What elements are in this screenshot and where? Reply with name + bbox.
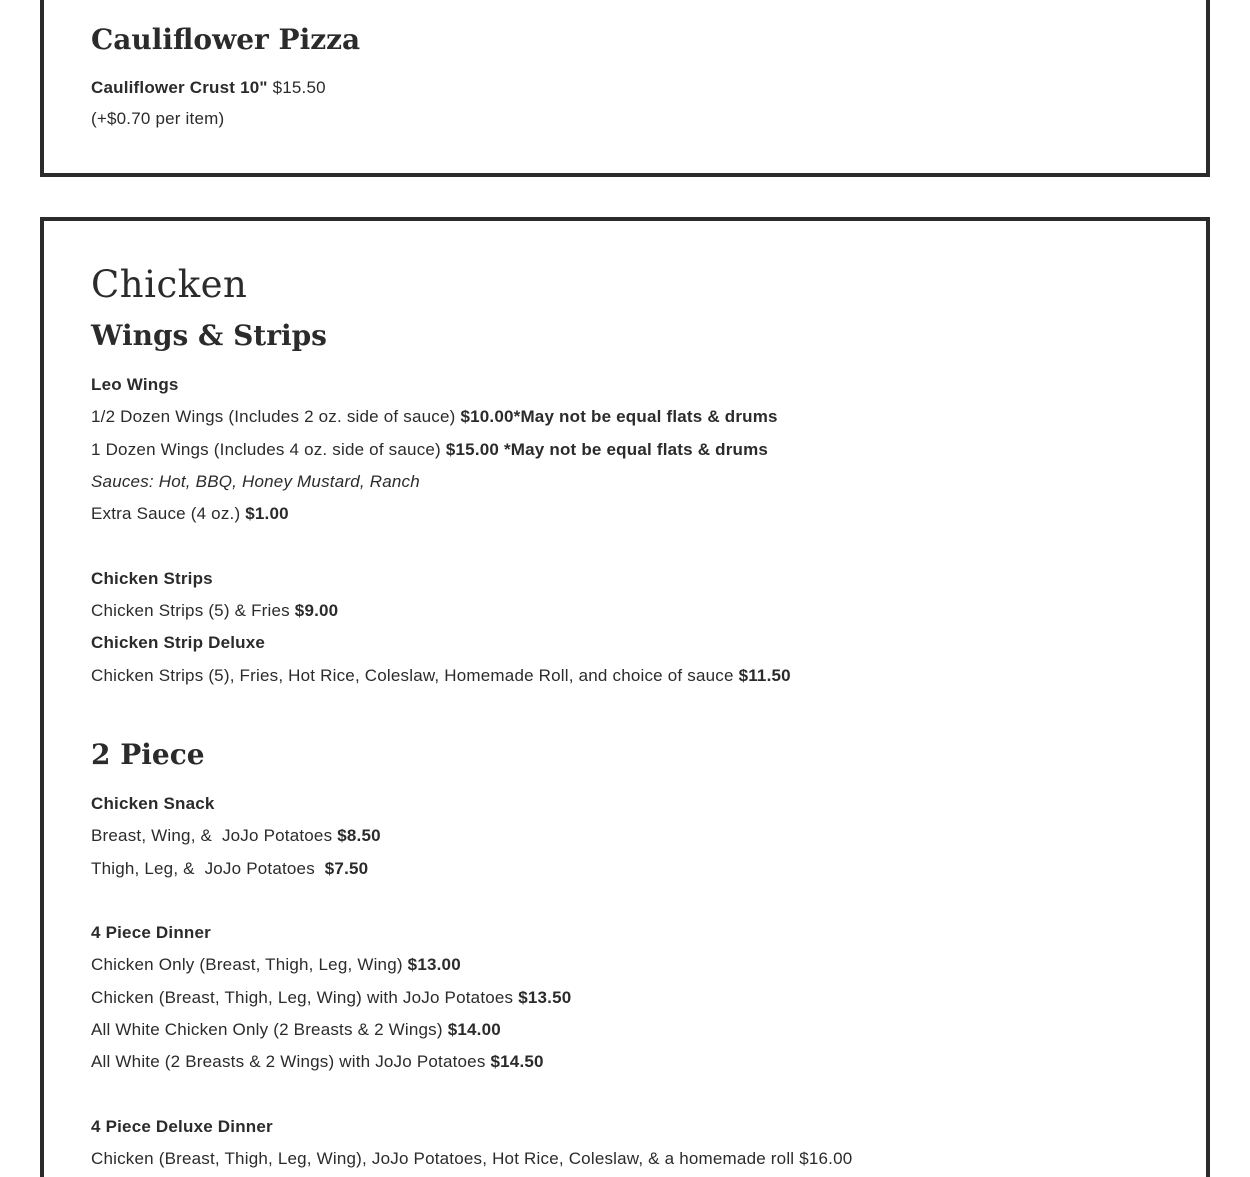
item-description: Breast, Wing, & JoJo Potatoes (91, 826, 333, 846)
cauliflower-crust-line (91, 72, 1159, 104)
cauliflower-per-item: (+$0.70 per item) (91, 109, 225, 129)
item-price: $14.50 (490, 1052, 544, 1072)
item-price: $7.50 (324, 858, 369, 878)
spacer (91, 1079, 1159, 1111)
item-price: $14.00 (447, 1020, 501, 1040)
menu-item-snack-thigh-leg (91, 853, 1159, 885)
item-description: Extra Sauce (4 oz.) (91, 504, 241, 524)
item-description: All White Chicken Only (2 Breasts & 2 Wings) (91, 1020, 443, 1040)
chicken-snack-heading (91, 788, 1159, 820)
two-piece-title: 2 Piece (91, 738, 205, 771)
item-description: Chicken (Breast, Thigh, Leg, Wing), JoJo Potatoes, Hot Rice, Coleslaw, & a homemade roll (91, 1149, 795, 1169)
menu-item-dinner-all-white (91, 1014, 1159, 1046)
chicken-strip-deluxe-label: Chicken Strip Deluxe (91, 633, 266, 653)
item-price: $11.50 (738, 665, 791, 685)
item-description: 1 Dozen Wings (Includes 4 oz. side of sauce) (91, 439, 441, 459)
menu-item-snack-breast-wing (91, 820, 1159, 852)
cauliflower-pizza-card (40, 0, 1210, 177)
item-price: $8.50 (337, 826, 381, 846)
cauliflower-crust-name: Cauliflower Crust 10" (91, 78, 268, 97)
item-description: Chicken Only (Breast, Thigh, Leg, Wing) (91, 955, 403, 975)
cauliflower-pizza-title: Cauliflower Pizza (91, 23, 361, 56)
item-description: Chicken Strips (5), Fries, Hot Rice, Coleslaw, Homemade Roll, and choice of sauce (91, 665, 734, 685)
item-description: 1/2 Dozen Wings (Includes 2 oz. side of sauce) (91, 407, 456, 427)
leo-wings-heading (91, 369, 1159, 401)
menu-item-deluxe-dinner (91, 1143, 1159, 1175)
two-piece-list (91, 788, 1159, 1176)
chicken-card (40, 217, 1210, 1177)
item-price: $9.00 (294, 601, 339, 621)
item-price: $16.00 (799, 1149, 853, 1169)
cauliflower-crust-price: $15.50 (272, 78, 326, 97)
menu-item-dinner-with-jojos (91, 982, 1159, 1014)
spacer (91, 885, 1159, 917)
chicken-section-title: Chicken (91, 263, 248, 306)
menu-item-dozen-wings (91, 434, 1159, 466)
menu-item-chicken-strip-deluxe (91, 660, 1159, 692)
item-price: $1.00 (245, 504, 289, 524)
leo-wings-label: Leo Wings (91, 375, 179, 394)
item-description: All White (2 Breasts & 2 Wings) with JoJo Potatoes (91, 1052, 486, 1072)
item-price: $10.00*May not be equal flats & drums (460, 407, 778, 427)
four-piece-deluxe-dinner-heading (91, 1111, 1159, 1143)
item-description: Thigh, Leg, & JoJo Potatoes (91, 858, 320, 878)
item-price: $15.00 *May not be equal flats & drums (445, 439, 769, 459)
wings-strips-title: Wings & Strips (91, 319, 327, 352)
item-description: Chicken Strips (5) & Fries (91, 601, 290, 621)
menu-item-dinner-all-white-jojos (91, 1046, 1159, 1078)
item-price: $13.00 (407, 955, 461, 975)
item-price: $13.50 (518, 987, 572, 1007)
menu-item-dinner-chicken-only (91, 949, 1159, 981)
sauces-text: Sauces: Hot, BBQ, Honey Mustard, Ranch (91, 471, 420, 491)
wings-strips-list (91, 369, 1159, 692)
four-piece-dinner-label: 4 Piece Dinner (91, 923, 211, 943)
menu-item-half-dozen-wings (91, 401, 1159, 433)
spacer (91, 530, 1159, 562)
chicken-strips-heading (91, 563, 1159, 595)
item-description: Chicken (Breast, Thigh, Leg, Wing) with JoJo Potatoes (91, 987, 514, 1007)
chicken-strip-deluxe-heading (91, 627, 1159, 659)
sauces-note (91, 466, 1159, 498)
menu-item-extra-sauce (91, 498, 1159, 530)
four-piece-dinner-heading (91, 917, 1159, 949)
chicken-snack-label: Chicken Snack (91, 794, 215, 813)
four-piece-deluxe-dinner-label: 4 Piece Deluxe Dinner (91, 1116, 273, 1136)
chicken-strips-label: Chicken Strips (91, 568, 213, 588)
menu-item-chicken-strips (91, 595, 1159, 627)
